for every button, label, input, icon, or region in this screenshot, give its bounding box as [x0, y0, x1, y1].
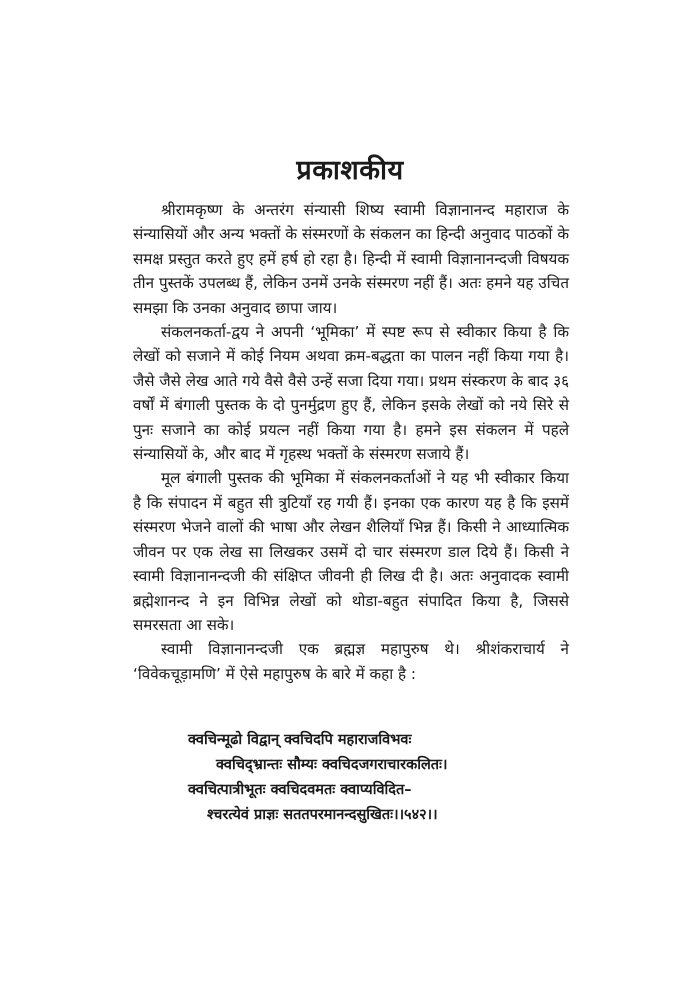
verse-line-1: क्वचिन्मूढो विद्वान् क्वचिदपि महाराजविभवः	[188, 732, 412, 748]
verse-line-4: श्चरत्येवं प्राज्ञः सततपरमानन्दसुखितः।।५४२।।	[207, 807, 438, 823]
body-text	[133, 198, 569, 686]
verse-line-3: क्वचित्पात्रीभूतः क्वचिदवमतः क्वाप्यविदित–	[188, 782, 412, 798]
paragraph-1: श्रीरामकृष्ण के अन्तरंग संन्यासी शिष्य स्वामी विज्ञानानन्द महाराज के संन्यासियों और अन्य भक्तों के संस्मरणों के संकलन का हिन्दी अनुवाद पाठकों के समक्ष प्रस्तुत करते हुए हमें हर्ष हो रहा है। हिन्दी में स्वामी विज्ञानानन्दजी विषयक तीन पुस्तकें उपलब्ध हैं, लेकिन उनमें उनके संस्मरण नहीं हैं। अतः हमने यह उचित समझा कि उनका अनुवाद छापा जाय।	[133, 201, 569, 317]
paragraph-4: स्वामी विज्ञानानन्दजी एक ब्रह्मज्ञ महापुरुष थे। श्रीशंकराचार्य ने ‘विवेकचूड़ामणि’ में ऐसे महापुरुष के बारे में कहा है :	[133, 640, 569, 683]
paragraph-2: संकलनकर्ता-द्वय ने अपनी ‘भूमिका’ में स्पष्ट रूप से स्वीकार किया है कि लेखों को सजाने में कोई नियम अथवा क्रम-बद्धता का पालन नहीं किया गया है। जैसे जैसे लेख आते गये वैसे वैसे उन्हें सजा दिया गया। प्रथम संस्करण के बाद ३६ वर्षों में बंगाली पुस्तक के दो पुनर्मुद्रण हुए हैं, लेकिन इसके लेखों को नये सिरे से पुनः सजाने का कोई प्रयत्न नहीं किया गया है। हमने इस संकलन में पहले संन्यासियों के, और बाद में गृहस्थ भक्तों के संस्मरण सजाये हैं।	[133, 323, 569, 464]
paragraph-3: मूल बंगाली पुस्तक की भूमिका में संकलनकर्ताओं ने यह भी स्वीकार किया है कि संपादन में बहुत सी त्रुटियाँ रह गयी हैं। इनका एक कारण यह है कि इसमें संस्मरण भेजने वालों की भाषा और लेखन शैलियाँ भिन्न हैं। किसी ने आध्यात्मिक जीवन पर एक लेख सा लिखकर उसमें दो चार संस्मरण डाल दिये हैं। किसी ने स्वामी विज्ञानानन्दजी की संक्षिप्त जीवनी ही लिख दी है। अतः अनुवादक स्वामी ब्रह्मेशानन्द ने इन विभिन्न लेखों को थोडा-बहुत संपादित किया है, जिससे समरसता आ सके।	[133, 469, 569, 634]
verse-line-2: क्वचिद्भ्रान्तः सौम्यः क्वचिदजगराचारकलितः।	[216, 757, 448, 773]
page-title: प्रकाशकीय	[296, 155, 404, 186]
